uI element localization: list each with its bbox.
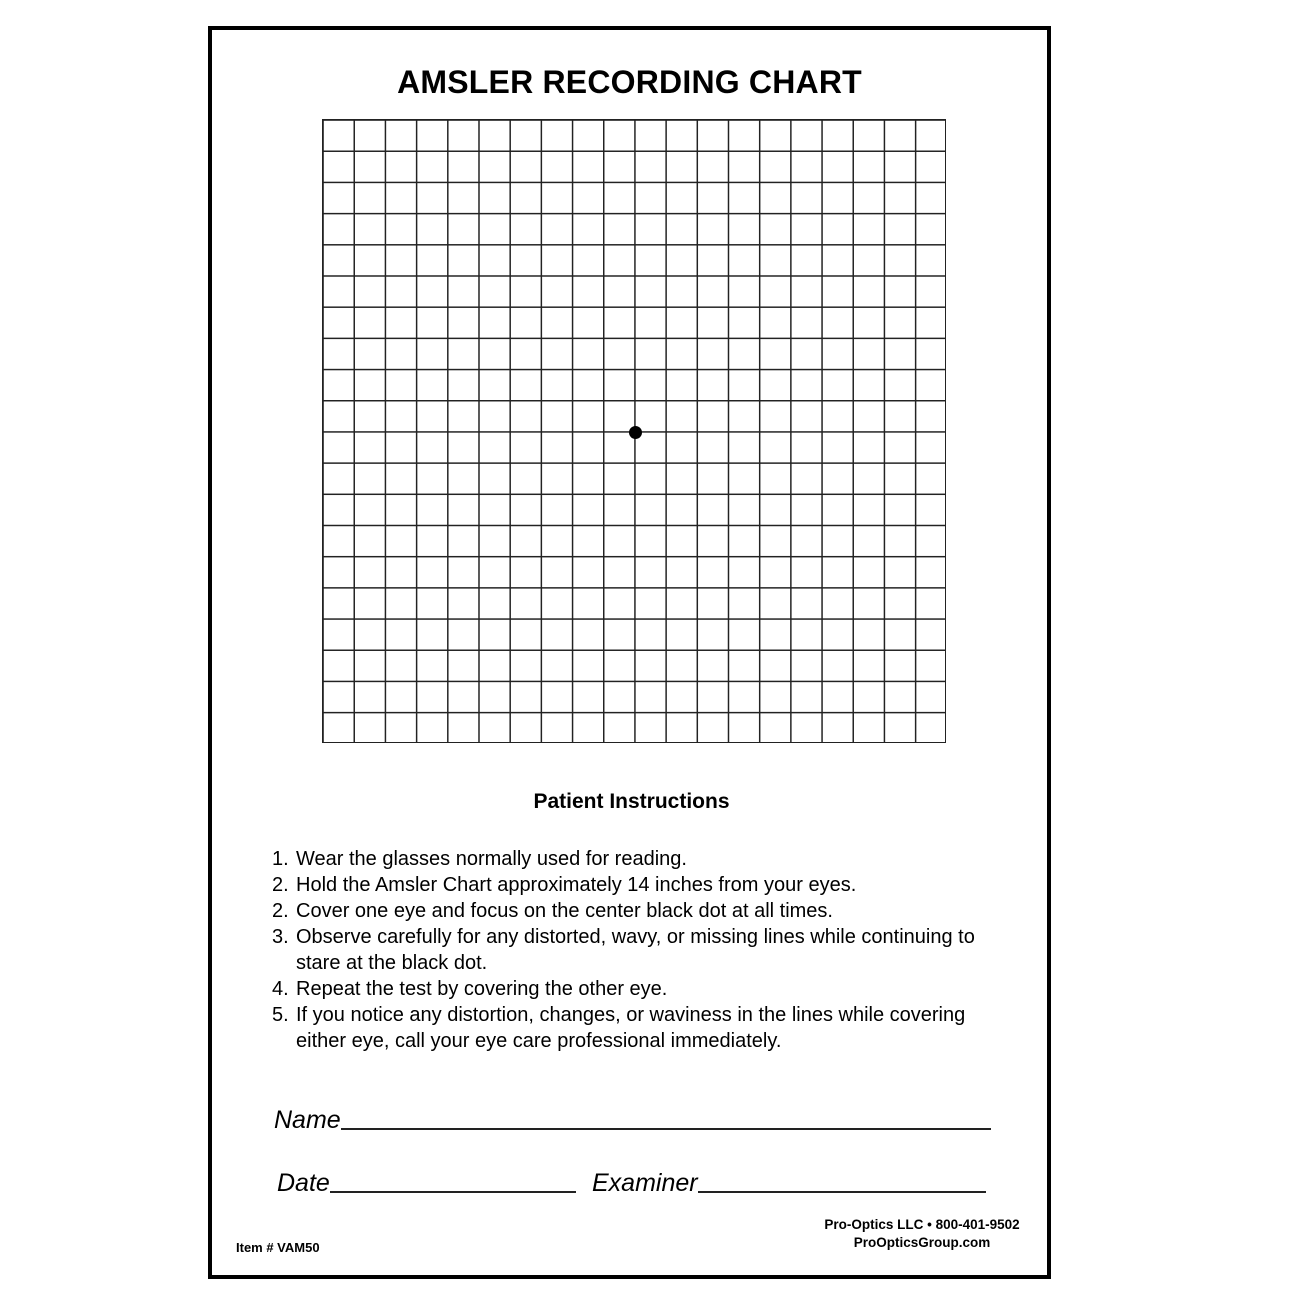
instruction-number: 1. <box>272 848 289 870</box>
instruction-number: 4. <box>272 978 289 1000</box>
name-field[interactable] <box>274 1106 991 1135</box>
name-label: Name <box>274 1106 341 1134</box>
company-line: Pro-Optics LLC • 800-401-9502 <box>824 1217 1020 1232</box>
instruction-number: 5. <box>272 1004 289 1026</box>
instructions-heading <box>212 790 1047 814</box>
chart-frame <box>208 26 1051 1279</box>
instruction-number: 2. <box>272 900 289 922</box>
instruction-text: Observe carefully for any distorted, wavy, or missing lines while continuing to stare at the black dot. <box>296 926 975 974</box>
instruction-item <box>272 924 992 976</box>
date-field[interactable] <box>277 1169 576 1198</box>
instruction-item <box>272 898 992 924</box>
chart-title: AMSLER RECORDING CHART <box>397 64 862 100</box>
name-blank-line[interactable] <box>341 1127 991 1130</box>
center-dot <box>629 426 642 439</box>
examiner-blank-line[interactable] <box>698 1190 986 1193</box>
instruction-item <box>272 1002 992 1054</box>
instructions-list <box>272 846 992 1054</box>
company-info <box>802 1216 1042 1252</box>
instructions-heading-text: Patient Instructions <box>533 790 730 813</box>
amsler-grid <box>322 119 946 743</box>
instruction-item <box>272 976 992 1002</box>
instruction-text: Hold the Amsler Chart approximately 14 inches from your eyes. <box>296 874 857 896</box>
instruction-number: 3. <box>272 926 289 948</box>
instruction-number: 2. <box>272 874 289 896</box>
examiner-label: Examiner <box>592 1169 698 1197</box>
instruction-text: Cover one eye and focus on the center black dot at all times. <box>296 900 833 922</box>
instruction-item <box>272 846 992 872</box>
date-label: Date <box>277 1169 330 1197</box>
instruction-text: Repeat the test by covering the other eye. <box>296 978 668 1000</box>
examiner-field[interactable] <box>592 1169 986 1198</box>
instruction-item <box>272 872 992 898</box>
item-number: Item # VAM50 <box>236 1240 320 1255</box>
instruction-text: Wear the glasses normally used for reading. <box>296 848 687 870</box>
date-blank-line[interactable] <box>330 1190 576 1193</box>
company-website: ProOpticsGroup.com <box>853 1235 991 1250</box>
instruction-text: If you notice any distortion, changes, or waviness in the lines while covering either eye, call your eye care professional immediately. <box>296 1004 966 1052</box>
